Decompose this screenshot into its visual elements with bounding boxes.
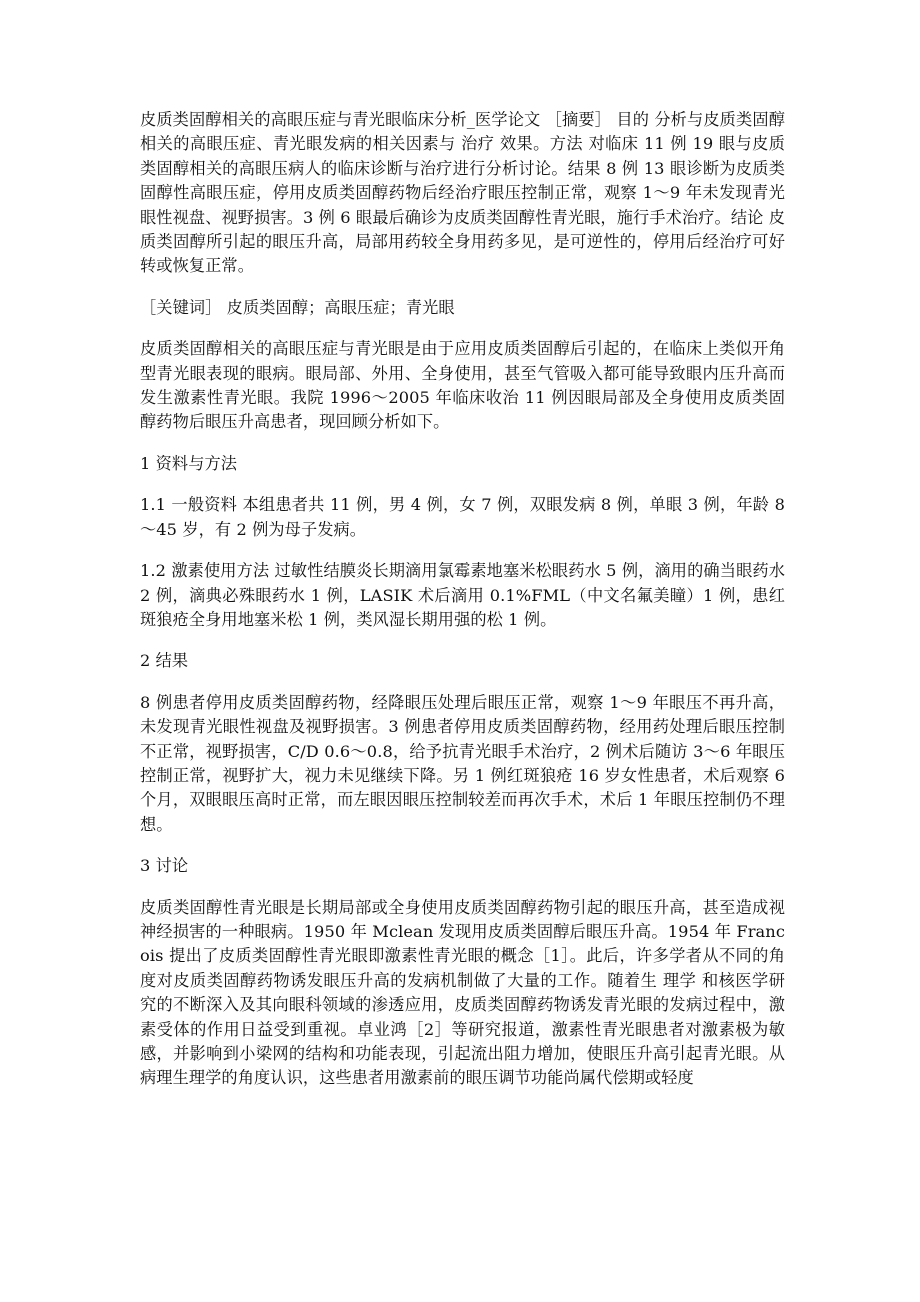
section-2-heading: 2 结果 [140, 651, 189, 671]
abstract-paragraph: 皮质类固醇相关的高眼压症与青光眼临床分析_医学论文 ［摘要］ 目的 分析与皮质类固醇相关的高眼压症、青光眼发病的相关因素与 治疗 效果。方法 对临床 11 例 19 眼与皮质类固醇相关的高眼压病人的临床诊断与治疗进行分析讨论。结果 8 例 13 眼诊断为皮质类固醇性高眼压症，停用皮质类固醇药物后经治疗眼压控制正常，观察 1～9 年未发现青光眼性视盘、视野损害。3 例 6 眼最后确诊为皮质类固醇性青光眼，施行手术治疗。结论 皮质类固醇所引起的眼压升高，局部用药较全身用药多见，是可逆性的，停用后经治疗可好转或恢复正常。 [140, 110, 785, 276]
section-3-heading: 3 讨论 [140, 856, 189, 876]
section-2-paragraph: 8 例患者停用皮质类固醇药物，经降眼压处理后眼压正常，观察 1～9 年眼压不再升高，未发现青光眼性视盘及视野损害。3 例患者停用皮质类固醇药物，经用药处理后眼压控制不正常，视野损害，C/D 0.6～0.8，给予抗青光眼手术治疗，2 例术后随访 3～6 年眼压控制正常，视野扩大，视力未见继续下降。另 1 例红斑狼疮 16 岁女性患者，术后观察 6 个月，双眼眼压高时正常，而左眼因眼压控制较差而再次手术，术后 1 年眼压控制仍不理想。 [140, 692, 785, 834]
document-page [140, 108, 785, 1108]
keywords-line: ［关键词］ 皮质类固醇；高眼压症；青光眼 [140, 297, 455, 317]
section-1-heading: 1 资料与方法 [140, 453, 238, 473]
section-1-2-paragraph: 1.2 激素使用方法 过敏性结膜炎长期滴用氯霉素地塞米松眼药水 5 例，滴用的确当眼药水 2 例，滴典必殊眼药水 1 例，LASIK 术后滴用 0.1%FML（中文名氟美瞳）1 例，患红斑狼疮全身用地塞米松 1 例，类风湿长期用强的松 1 例。 [140, 561, 785, 629]
intro-paragraph: 皮质类固醇相关的高眼压症与青光眼是由于应用皮质类固醇后引起的，在临床上类似开角型青光眼表现的眼病。眼局部、外用、全身使用，甚至气管吸入都可能导致眼内压升高而发生激素性青光眼。我院 1996～2005 年临床收治 11 例因眼局部及全身使用皮质类固醇药物后眼压升高患者，现回顾分析如下。 [140, 339, 785, 432]
section-1-1-paragraph: 1.1 一般资料 本组患者共 11 例，男 4 例，女 7 例，双眼发病 8 例，单眼 3 例，年龄 8～45 岁，有 2 例为母子发病。 [140, 495, 785, 539]
section-3-paragraph: 皮质类固醇性青光眼是长期局部或全身使用皮质类固醇药物引起的眼压升高，甚至造成视神经损害的一种眼病。1950 年 Mclean 发现用皮质类固醇后眼压升高。1954 年 Francois 提出了皮质类固醇性青光眼即激素性青光眼的概念［1］。此后，许多学者从不同的角度对皮质类固醇药物诱发眼压升高的发病机制做了大量的工作。随着生 理学 和核医学研究的不断深入及其向眼科领域的渗透应用，皮质类固醇药物诱发青光眼的发病过程中，激素受体的作用日益受到重视。卓业鸿［2］等研究报道，激素性青光眼患者对激素极为敏感，并影响到小梁网的结构和功能表现，引起流出阻力增加，使眼压升高引起青光眼。从病理生理学的角度认识，这些患者用激素前的眼压调节功能尚属代偿期或轻度 [140, 897, 785, 1088]
